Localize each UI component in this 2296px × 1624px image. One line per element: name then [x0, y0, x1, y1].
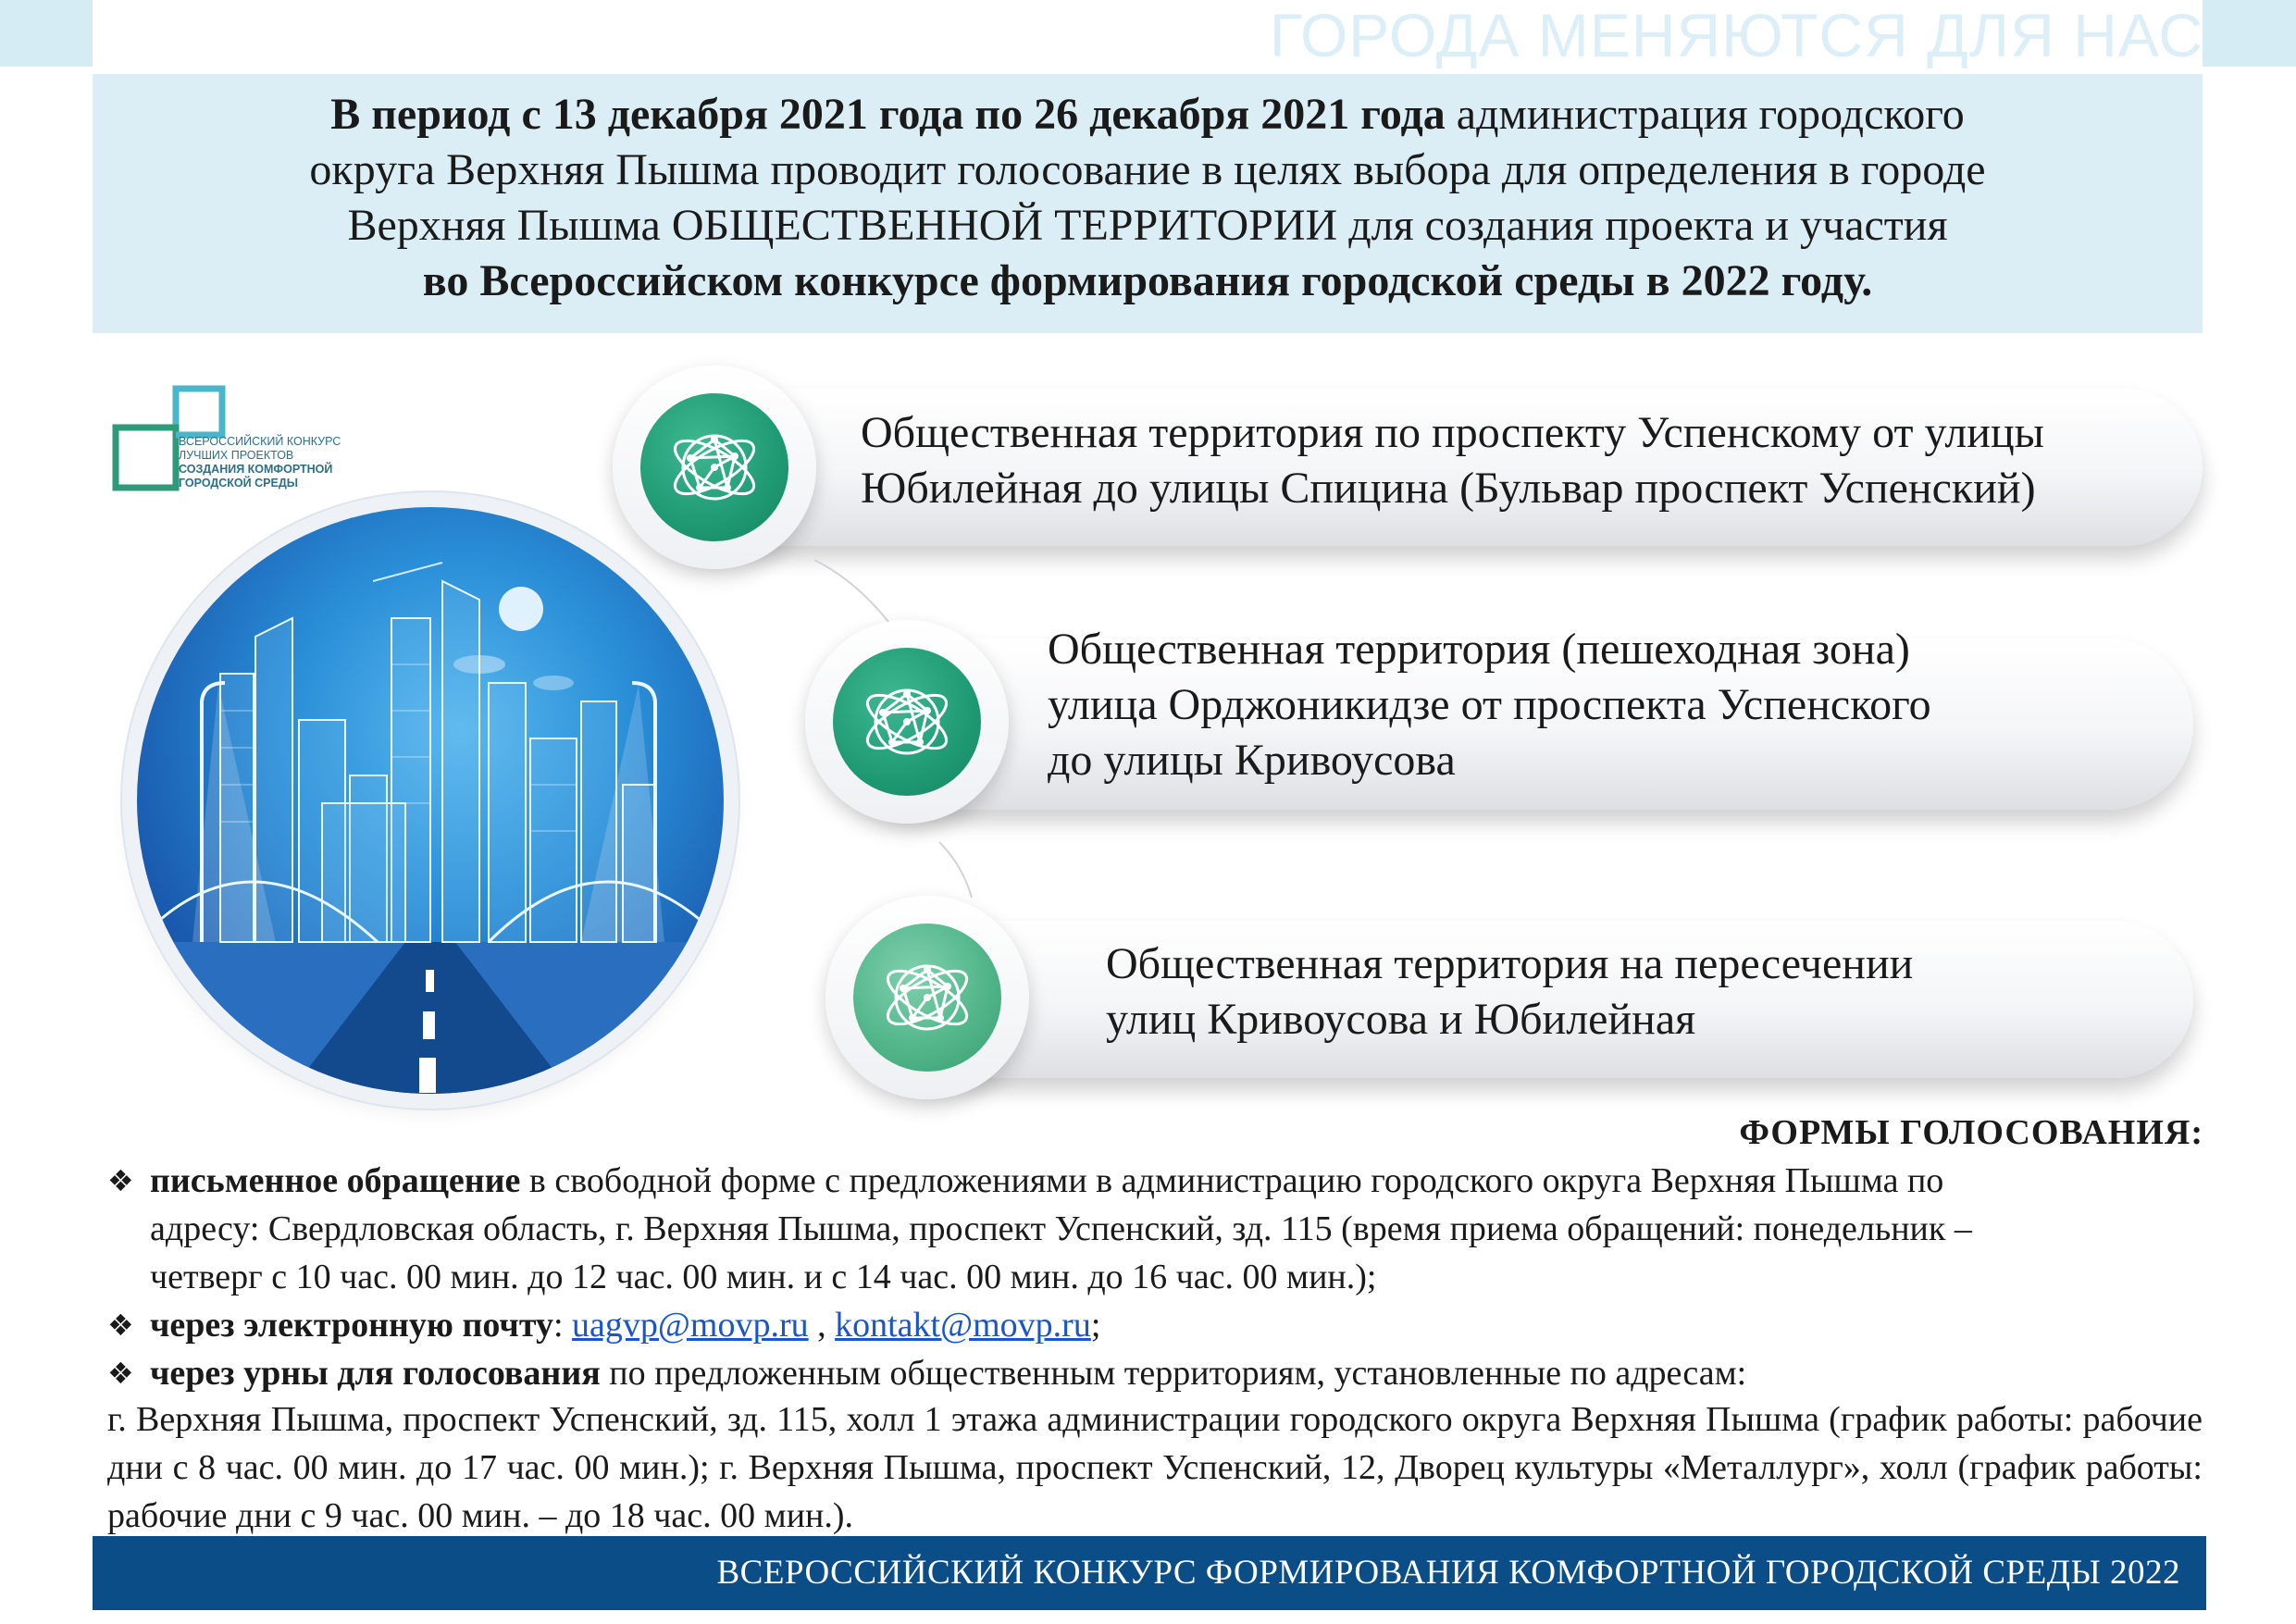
- email-end: ;: [1090, 1306, 1101, 1345]
- list-item: [107, 1349, 2208, 1397]
- logo-line-2: ЛУЧШИХ ПРОЕКТОВ: [179, 449, 294, 462]
- intro-line-4: во Всероссийском конкурсе формирования городской среды в 2022 году.: [422, 256, 1873, 305]
- written-appeal-text-a: в свободной форме с предложениями в администрацию городского округа Верхняя Пышма по: [520, 1161, 1944, 1200]
- ballot-box-text: по предложенным общественным территориям, установленные по адресам:: [600, 1354, 1747, 1393]
- email-colon: :: [552, 1306, 573, 1345]
- city-illustration: [137, 507, 724, 1094]
- email-label: через электронную почту: [150, 1306, 553, 1345]
- footer-bar: [93, 1536, 2206, 1610]
- email-link-uagvp[interactable]: uagvp@movp.ru: [572, 1306, 809, 1345]
- territory-text-1: [861, 405, 2044, 516]
- intro-line-1-rest: администрация городского: [1445, 90, 1965, 139]
- logo-line-1: ВСЕРОССИЙСКИЙ КОНКУРС: [179, 435, 341, 448]
- email-separator: ,: [808, 1306, 836, 1345]
- email-link-kontakt[interactable]: kontakt@movp.ru: [835, 1306, 1091, 1345]
- slogan: ГОРОДА МЕНЯЮТСЯ ДЛЯ НАС: [1269, 1, 2203, 69]
- territory-badge-2-inner: [833, 648, 981, 796]
- territory-badge-3-inner: [853, 924, 1001, 1072]
- logo-text: [179, 435, 419, 490]
- territory-2-line-2: улица Орджоникидзе от проспекта Успенского: [1048, 680, 1931, 729]
- written-appeal-label: письменное обращение: [150, 1161, 521, 1200]
- territory-3-line-2: улиц Кривоусова и Юбилейная: [1106, 995, 1696, 1044]
- ballot-box-label: через урны для голосования: [150, 1354, 601, 1393]
- connector-line: [935, 837, 990, 902]
- voting-forms-title: ФОРМЫ ГОЛОСОВАНИЯ:: [1739, 1113, 2203, 1152]
- logo-line-4: ГОРОДСКОЙ СРЕДЫ: [179, 477, 298, 490]
- list-item: [107, 1301, 2208, 1349]
- intro-line-3: Верхняя Пышма ОБЩЕСТВЕННОЙ ТЕРРИТОРИИ для создания проекта и участия: [347, 201, 1948, 250]
- network-globe-icon: [872, 942, 983, 1053]
- logo-line-3: СОЗДАНИЯ КОМФОРТНОЙ: [179, 463, 333, 476]
- territory-badge-1: [613, 366, 816, 569]
- territory-2-line-3: до улицы Кривоусова: [1048, 736, 1456, 785]
- territory-badge-2: [805, 620, 1009, 824]
- territory-2-line-1: Общественная территория (пешеходная зона): [1048, 625, 1910, 674]
- written-appeal-text-c: четверг с 10 час. 00 мин. до 12 час. 00 мин. и с 14 час. 00 мин. до 16 час. 00 мин.);: [150, 1258, 1377, 1296]
- intro-line-1: [93, 87, 2203, 143]
- ballot-box-addresses: г. Верхняя Пышма, проспект Успенский, зд. 115, холл 1 этажа администрации городского округа Верхняя Пышма (график работы: рабочие дни с 8 час. 00 мин. до 17 час. 00 мин.); г. Верхняя Пышма, проспект Успенский, 12, Дворец культуры «Металлург», холл (график работы: рабочие дни с 9 час. 00 мин. – до 18 час. 00 мин.).: [107, 1400, 2203, 1535]
- diamond-bullet-icon: ❖: [107, 1356, 134, 1391]
- diamond-bullet-icon: ❖: [107, 1308, 134, 1343]
- voting-forms-list: [107, 1157, 2208, 1397]
- intro-block: [93, 74, 2203, 333]
- territory-3-line-1: Общественная территория на пересечении: [1106, 939, 1914, 988]
- territory-badge-3: [825, 896, 1029, 1099]
- written-appeal-text-b: адресу: Свердловская область, г. Верхняя Пышма, проспект Успенский, зд. 115 (время приема обращений: понедельник –: [150, 1209, 1972, 1248]
- network-globe-icon: [659, 412, 770, 523]
- list-item: [107, 1157, 2208, 1301]
- territory-1-line-1: Общественная территория по проспекту Успенскому от улицы: [861, 408, 2044, 457]
- footer-text: ВСЕРОССИЙСКИЙ КОНКУРС ФОРМИРОВАНИЯ КОМФОРТНОЙ ГОРОДСКОЙ СРЕДЫ 2022: [716, 1554, 2180, 1592]
- territory-text-3: [1106, 936, 1913, 1048]
- territory-text-2: [1048, 622, 1931, 788]
- network-globe-icon: [851, 666, 962, 777]
- intro-dates: В период с 13 декабря 2021 года по 26 декабря 2021 года: [330, 90, 1446, 139]
- territory-1-line-2: Юбилейная до улицы Спицина (Бульвар проспект Успенский): [861, 464, 2036, 513]
- city-skyline-icon: [137, 507, 724, 1094]
- intro-line-2: округа Верхняя Пышма проводит голосование в целях выбора для определения в городе: [309, 145, 1986, 194]
- diamond-bullet-icon: ❖: [107, 1163, 134, 1198]
- territory-badge-1-inner: [640, 393, 788, 541]
